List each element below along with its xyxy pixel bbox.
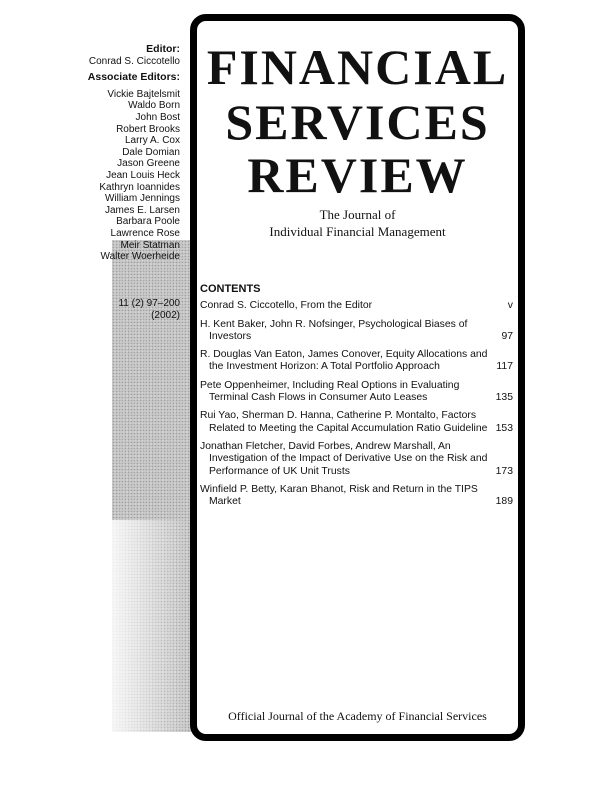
entry-title: R. Douglas Van Eaton, James Conover, Equity Allocations and the Investment Horizon: A Total Portfolio Approach xyxy=(200,349,488,373)
associate-editor: Lawrence Rose xyxy=(110,227,180,239)
contents-entry[interactable] xyxy=(200,484,515,509)
journal-subtitle-line-2: Individual Financial Management xyxy=(269,224,446,239)
entry-page: v xyxy=(507,300,513,312)
associate-editor: Meir Statman xyxy=(120,239,180,251)
entry-page: 135 xyxy=(495,392,513,404)
associate-editor: Vickie Bajtelsmit xyxy=(107,88,180,100)
journal-title-line-2: SERVICES xyxy=(225,94,490,150)
associate-editor: Dale Domian xyxy=(122,146,180,158)
entry-title: Winfield P. Betty, Karan Bhanot, Risk and Return in the TIPS Market xyxy=(200,483,478,508)
contents-entry[interactable] xyxy=(200,410,515,435)
contents-entry[interactable] xyxy=(200,319,515,344)
associate-editor: Jason Greene xyxy=(117,158,180,170)
journal-title-line-1: FINANCIAL xyxy=(206,39,509,95)
entry-title: Rui Yao, Sherman D. Hanna, Catherine P. Montalto, Factors Related to Meeting the Capital Accumulation Ratio Guideline xyxy=(200,410,488,434)
associate-editor: Robert Brooks xyxy=(116,123,180,135)
entry-title: Conrad S. Ciccotello, From the Editor xyxy=(200,300,373,312)
entry-page: 97 xyxy=(501,330,513,342)
contents-heading: CONTENTS xyxy=(200,283,261,295)
entry-page: 117 xyxy=(496,361,513,373)
table-of-contents xyxy=(200,283,515,514)
associate-editor: William Jennings xyxy=(104,193,180,205)
associate-editors-heading: Associate Editors: xyxy=(87,71,180,84)
contents-entry[interactable] xyxy=(200,300,515,312)
associate-editor: John Bost xyxy=(135,111,180,123)
associate-editor: Barbara Poole xyxy=(116,216,180,228)
associate-editor: Kathryn Ioannides xyxy=(99,181,180,193)
entry-page: 173 xyxy=(495,465,513,477)
issue-volume: 11 (2) 97–200 xyxy=(118,298,180,309)
associate-editor: James E. Larsen xyxy=(104,204,180,216)
entry-page: 189 xyxy=(495,496,513,508)
footer-tagline: Official Journal of the Academy of Financial Services xyxy=(228,709,487,723)
journal-title-line-3: REVIEW xyxy=(247,147,468,203)
associate-editor: Walter Woerheide xyxy=(100,251,180,263)
entry-title: Jonathan Fletcher, David Forbes, Andrew Marshall, An Investigation of the Impact of Derivative Use on the Risk and Performance of UK Unit Trusts xyxy=(200,440,488,477)
contents-entry[interactable] xyxy=(200,380,515,405)
associate-editor: Larry A. Cox xyxy=(124,135,180,147)
entry-title: Pete Oppenheimer, Including Real Options in Evaluating Terminal Cash Flows in Consumer Auto Leases xyxy=(200,379,460,404)
contents-entry[interactable] xyxy=(200,349,515,374)
issue-info xyxy=(100,298,180,322)
entry-page: 153 xyxy=(495,422,513,434)
halftone-fade xyxy=(112,520,192,732)
journal-subtitle-line-1: The Journal of xyxy=(319,207,396,222)
editor-heading: Editor: xyxy=(146,43,180,55)
contents-entry[interactable] xyxy=(200,441,515,478)
editorial-board xyxy=(20,44,180,263)
associate-editor: Jean Louis Heck xyxy=(106,169,180,181)
editor-name: Conrad S. Ciccotello xyxy=(88,55,180,67)
associate-editor: Waldo Born xyxy=(128,100,180,112)
entry-title: H. Kent Baker, John R. Nofsinger, Psychological Biases of Investors xyxy=(200,318,468,342)
issue-year: (2002) xyxy=(151,310,180,321)
